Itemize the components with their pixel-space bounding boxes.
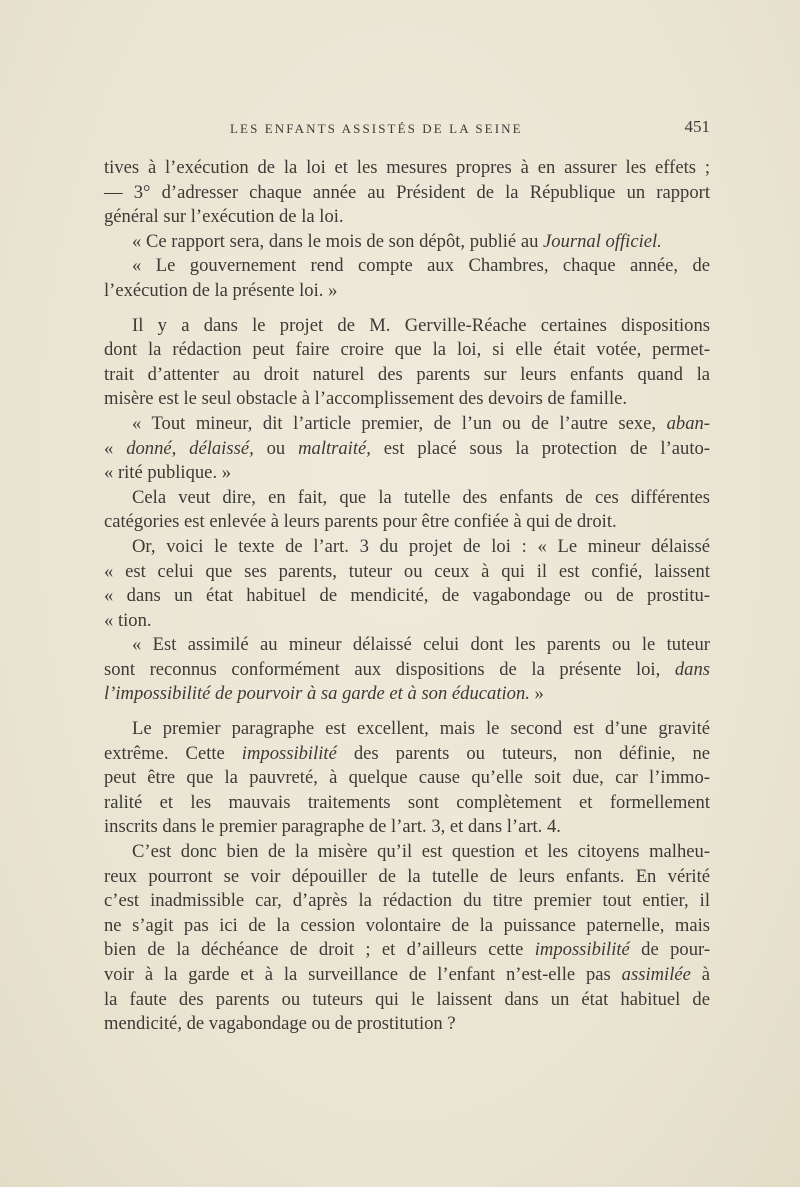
text-line [104, 682, 710, 707]
text-run: des parents ou tuteurs, non définie, ne [336, 742, 710, 764]
italic-run: donné, délaissé, [126, 437, 254, 459]
italic-run: impossibilité [534, 939, 630, 961]
text-line: Cela veut dire, en fait, que la tutelle des enfants de ces différentes [132, 486, 710, 508]
page-header [104, 117, 712, 141]
text-line [104, 412, 710, 437]
text-run: bien de la déchéance de droit ; et d’ailleurs cette [104, 939, 535, 961]
text-line [104, 230, 710, 255]
text-run: « [104, 437, 127, 459]
text-run: de pour- [629, 939, 711, 961]
text-line: Il y a dans le projet de M. Gerville-Réache certaines dispositions [132, 314, 710, 336]
text-run: à [690, 964, 711, 985]
text-line: mendicité, de vagabondage ou de prostitution ? [104, 1013, 456, 1035]
text-line [104, 658, 710, 683]
text-line: ralité et les mauvais traitements sont complètement et formellement [104, 791, 710, 813]
text-line: peut être que la pauvreté, à quelque cause qu’elle soit due, car l’immo- [104, 767, 710, 789]
italic-run: dans [674, 658, 710, 680]
text-line: — 3° d’adresser chaque année au Président de la République un rapport [104, 181, 710, 203]
text-run: sont reconnus conformément aux dispositions de la présente loi, [104, 658, 675, 680]
text-line [104, 938, 710, 963]
text-line: C’est donc bien de la misère qu’il est question et les citoyens malheu- [132, 841, 710, 863]
text-run: est placé sous la protection de l’auto- [370, 437, 710, 459]
text-line: « Est assimilé au mineur délaissé celui dont les parents ou le tuteur [132, 634, 710, 656]
italic-run: Journal officiel. [543, 230, 662, 252]
text-run: extrême. Cette [104, 742, 242, 764]
text-line: c’est inadmissible car, d’après la rédaction du titre premier tout entier, il [104, 890, 710, 912]
italic-run: aban- [666, 412, 710, 434]
text-line [104, 437, 710, 462]
text-line: général sur l’exécution de la loi. [104, 206, 344, 228]
text-run: » [529, 683, 544, 705]
text-line: « Le gouvernement rend compte aux Chambres, chaque année, de [132, 255, 710, 277]
text-run: « Ce rapport sera, dans le mois de son dépôt, publié au [132, 230, 544, 252]
text-line: misère est le seul obstacle à l’accomplissement des devoirs de famille. [104, 388, 628, 410]
text-line: « dans un état habituel de mendicité, de vagabondage ou de prostitu- [104, 585, 710, 607]
text-line [104, 742, 710, 767]
text-line: catégories est enlevée à leurs parents pour être confiée à qui de droit. [104, 511, 617, 533]
text-line: ne s’agit pas ici de la cession volontaire de la puissance paternelle, mais [104, 914, 710, 936]
text-run: voir à la garde et à la surveillance de l’enfant n’est-elle pas [104, 964, 622, 985]
text-line: « tion. [104, 609, 152, 631]
text-line: Or, voici le texte de l’art. 3 du projet de loi : « Le mineur délaissé [132, 535, 710, 557]
text-line: l’exécution de la présente loi. » [104, 279, 338, 301]
text-line: tives à l’exécution de la loi et les mesures propres à en assurer les effets ; [104, 157, 710, 178]
italic-run: maltraité, [298, 437, 371, 459]
text-run: ou [253, 437, 299, 459]
text-line: « rité publique. » [104, 462, 232, 484]
text-line: trait d’attenter au droit naturel des parents sur leurs enfants quand la [104, 363, 710, 385]
text-line: inscrits dans le premier paragraphe de l’art. 3, et dans l’art. 4. [104, 816, 561, 838]
running-title: LES ENFANTS ASSISTÉS DE LA SEINE [230, 121, 523, 136]
italic-run: l’impossibilité de pourvoir à sa garde et à son éducation. [104, 683, 530, 705]
italic-run: impossibilité [241, 742, 337, 764]
text-line: dont la rédaction peut faire croire que la loi, si elle était votée, permet- [104, 339, 710, 361]
body-text [104, 156, 710, 1037]
text-line: Le premier paragraphe est excellent, mais le second est d’une gravité [132, 718, 710, 740]
italic-run: assimilée [621, 964, 691, 985]
text-line: la faute des parents ou tuteurs qui le laissent dans un état habituel de [104, 988, 710, 1010]
text-line: reux pourront se voir dépouiller de la tutelle de leurs enfants. En vérité [104, 865, 710, 887]
page-number: 451 [684, 117, 710, 136]
text-line [104, 963, 710, 988]
text-line: « est celui que ses parents, tuteur ou ceux à qui il est confié, laissent [104, 560, 710, 582]
text-run: « Tout mineur, dit l’article premier, de l’un ou de l’autre sexe, [132, 412, 667, 434]
